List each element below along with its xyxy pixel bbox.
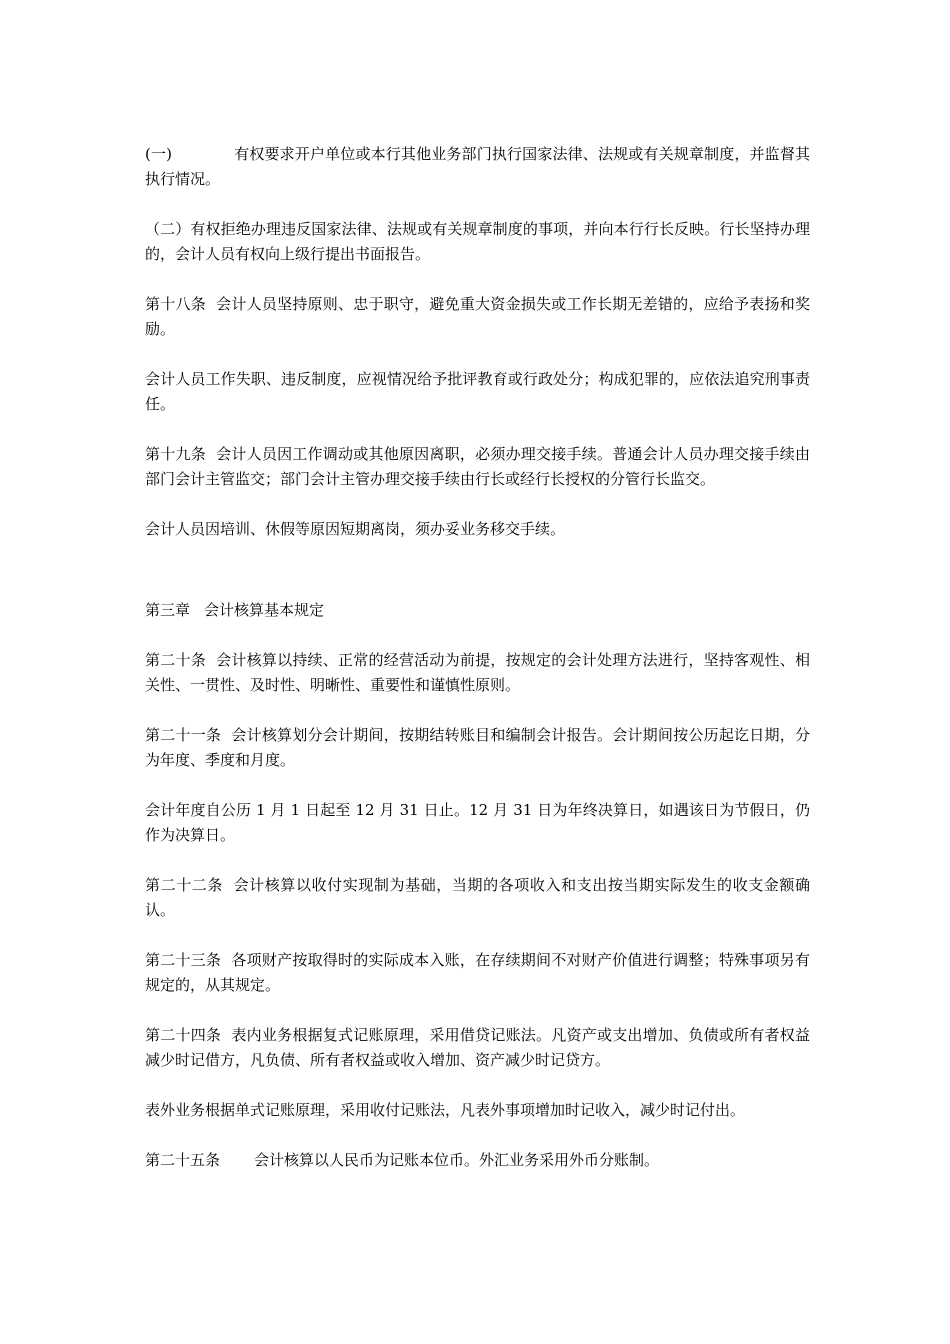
paragraph-text: 会计核算划分会计期间，按期结转账目和编制会计报告。会计期间按公历起讫日期，分为年度、季度和月度。: [145, 726, 810, 769]
article-label: 第二十四条: [145, 1026, 222, 1044]
article-19: [145, 442, 810, 492]
paragraph-text: 各项财产按取得时的实际成本入账，在存续期间不对财产价值进行调整；特殊事项另有规定的，从其规定。: [145, 951, 810, 994]
chapter-title: 会计核算基本规定: [204, 601, 325, 619]
article-label: 第二十三条: [145, 951, 222, 969]
paragraph-text: 会计人员工作失职、违反制度，应视情况给予批评教育或行政处分；构成犯罪的，应依法追究刑事责任。: [145, 370, 810, 413]
paragraph-text: 会计人员因培训、休假等原因短期离岗，须办妥业务移交手续。: [145, 520, 566, 538]
article-label: 第二十条: [145, 651, 206, 669]
article-20: [145, 648, 810, 698]
paragraph-off-balance: [145, 1098, 810, 1123]
paragraph-text: 会计核算以持续、正常的经营活动为前提，按规定的会计处理方法进行，坚持客观性、相关性、一贯性、及时性、明晰性、重要性和谨慎性原则。: [145, 651, 810, 694]
paragraph-short-leave: [145, 517, 810, 542]
paragraph-penalty: [145, 367, 810, 417]
document-page: [145, 142, 810, 1198]
paragraph-text: 有权要求开户单位或本行其他业务部门执行国家法律、法规或有关规章制度，并监督其执行情况。: [145, 145, 810, 188]
chapter-label: 第三章: [145, 601, 191, 619]
article-label: 第二十一条: [145, 726, 222, 744]
paragraph-fiscal-year: [145, 798, 810, 848]
article-23: [145, 948, 810, 998]
paragraph-text: 会计人员坚持原则、忠于职守，避免重大资金损失或工作长期无差错的，应给予表扬和奖励。: [145, 295, 810, 338]
article-label: 第二十五条: [145, 1151, 221, 1169]
paragraph-text: 会计核算以人民币为记账本位币。外汇业务采用外币分账制。: [254, 1151, 660, 1169]
article-22: [145, 873, 810, 923]
chapter-heading: [145, 598, 810, 623]
paragraph-text: 会计人员因工作调动或其他原因离职，必须办理交接手续。普通会计人员办理交接手续由部门会计主管监交；部门会计主管办理交接手续由行长或经行长授权的分管行长监交。: [145, 445, 810, 488]
paragraph-item-1: [145, 142, 810, 192]
article-label: 第二十二条: [145, 876, 223, 894]
paragraph-text: 会计年度自公历 1 月 1 日起至 12 月 31 日止。12 月 31 日为年终决算日，如遇该日为节假日，仍作为决算日。: [145, 801, 810, 844]
paragraph-text: 会计核算以收付实现制为基础，当期的各项收入和支出按当期实际发生的收支金额确认。: [145, 876, 810, 919]
paragraph-text: 表外业务根据单式记账原理，采用收付记账法，凡表外事项增加时记收入，减少时记付出。: [145, 1101, 746, 1119]
article-label: 第十八条: [145, 295, 206, 313]
article-25: [145, 1148, 810, 1173]
article-18: [145, 292, 810, 342]
article-24: [145, 1023, 810, 1073]
paragraph-text: （二）有权拒绝办理违反国家法律、法规或有关规章制度的事项，并向本行行长反映。行长坚持办理的，会计人员有权向上级行提出书面报告。: [145, 220, 810, 263]
article-label: 第十九条: [145, 445, 206, 463]
article-21: [145, 723, 810, 773]
item-label: (一): [145, 145, 173, 163]
paragraph-text: 表内业务根据复式记账原理，采用借贷记账法。凡资产或支出增加、负债或所有者权益减少时记借方，凡负债、所有者权益或收入增加、资产减少时记贷方。: [145, 1026, 810, 1069]
paragraph-item-2: [145, 217, 810, 267]
